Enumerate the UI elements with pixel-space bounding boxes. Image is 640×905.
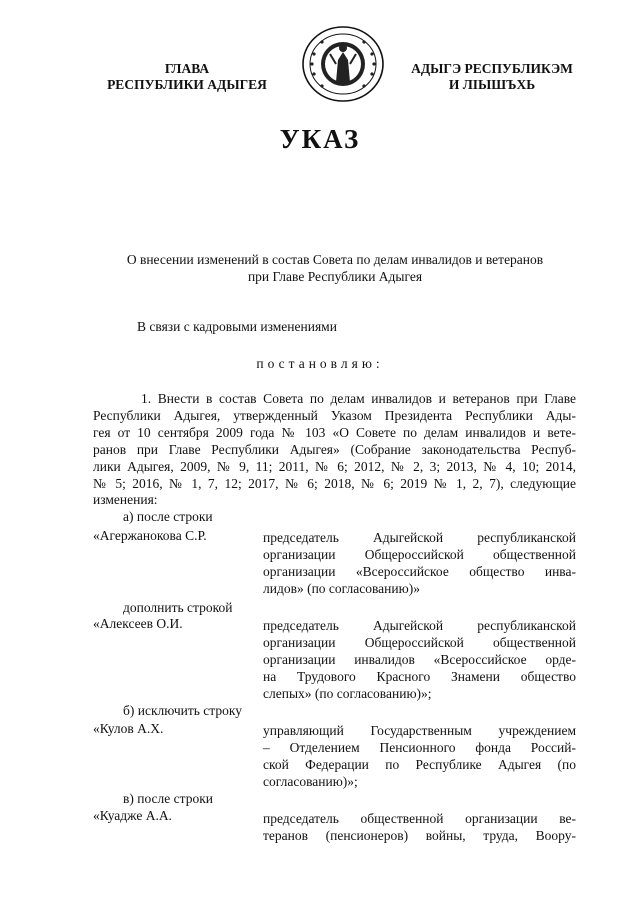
item-a-desc-line: председатель Адыгейской республиканской [263, 530, 576, 545]
item-v-desc-line: теранов (пенсионеров) войны, труда, Воору- [263, 828, 576, 843]
item-b-intro: б) исключить строку [123, 703, 242, 718]
item-a-add-desc-last: слепых» (по согласованию)»; [263, 686, 432, 701]
paragraph-1-line: изменения: [93, 492, 158, 507]
item-a-add-desc-line: на Трудового Красного Знамени общество [263, 669, 576, 684]
item-a-add-intro: дополнить строкой [123, 600, 233, 615]
item-v-intro: в) после строки [123, 791, 213, 806]
paragraph-1-line: № 5; 2016, № 1, 7, 12; 2017, № 6; 2018, № 6; 2019 № 1, 2, 7), следующие [93, 476, 576, 491]
paragraph-1-line: лики Адыгея, 2009, № 9, 11; 2011, № 6; 2012, № 2, 3; 2013, № 4, 10; 2014, [93, 459, 576, 474]
item-b-name: «Кулов А.Х. [93, 721, 164, 736]
subject-line2: при Главе Республики Адыгея [247, 269, 423, 284]
paragraph-1-line: ранов при Главе Республики Адыгея» (Собрание законодательства Респуб- [93, 442, 576, 457]
document-subject [90, 251, 580, 285]
item-a-add-desc-line: председатель Адыгейской республиканской [263, 618, 576, 633]
header-left-line1: ГЛАВА [164, 61, 210, 76]
header-right [392, 61, 592, 93]
document-title: УКАЗ [279, 124, 361, 154]
preamble: В связи с кадровыми изменениями [137, 319, 337, 334]
header-right-line2: И ЛІЫШЪХЬ [448, 77, 536, 92]
item-a-desc-line: организации Общероссийской общественной [263, 547, 576, 562]
item-a-add-desc-line: организации Общероссийской общественной [263, 635, 576, 650]
item-b-desc-line: – Отделением Пенсионного фонда Россий- [263, 740, 576, 755]
paragraph-1-line: 1. Внести в состав Совета по делам инвалидов и ветеранов при Главе [141, 391, 576, 406]
subject-line1: О внесении изменений в состав Совета по делам инвалидов и ветеранов [126, 252, 544, 267]
paragraph-1-line: гея от 10 сентября 2009 года № 103 «О Совете по делам инвалидов и вете- [93, 425, 576, 440]
header-left-line2: РЕСПУБЛИКИ АДЫГЕЯ [107, 77, 267, 92]
coat-of-arms-icon [300, 24, 386, 104]
header-right-line1: АДЫГЭ РЕСПУБЛИКЭМ [411, 61, 573, 76]
item-v-name: «Куадже А.А. [93, 808, 172, 823]
header-left [84, 61, 290, 93]
item-a-name: «Агержанокова С.Р. [93, 528, 207, 543]
item-a-desc-last: лидов» (по согласованию)» [263, 581, 420, 596]
item-b-desc-line: ской Федерации по Республике Адыгея (по [263, 757, 576, 772]
item-a-add-desc-line: организации инвалидов «Всероссийское орде- [263, 652, 576, 667]
item-b-desc-line: управляющий Государственным учреждением [263, 723, 576, 738]
item-v-desc-line: председатель общественной организации ве- [263, 811, 576, 826]
item-a-add-name: «Алексеев О.И. [93, 616, 183, 631]
item-b-desc-last: согласованию)»; [263, 774, 358, 789]
paragraph-1-line: Республики Адыгея, утвержденный Указом Президента Республики Ады- [93, 408, 576, 423]
item-a-intro: а) после строки [123, 509, 213, 524]
decree-word: постановляю: [256, 356, 384, 371]
item-a-desc-line: организации «Всероссийское общество инва- [263, 564, 576, 579]
